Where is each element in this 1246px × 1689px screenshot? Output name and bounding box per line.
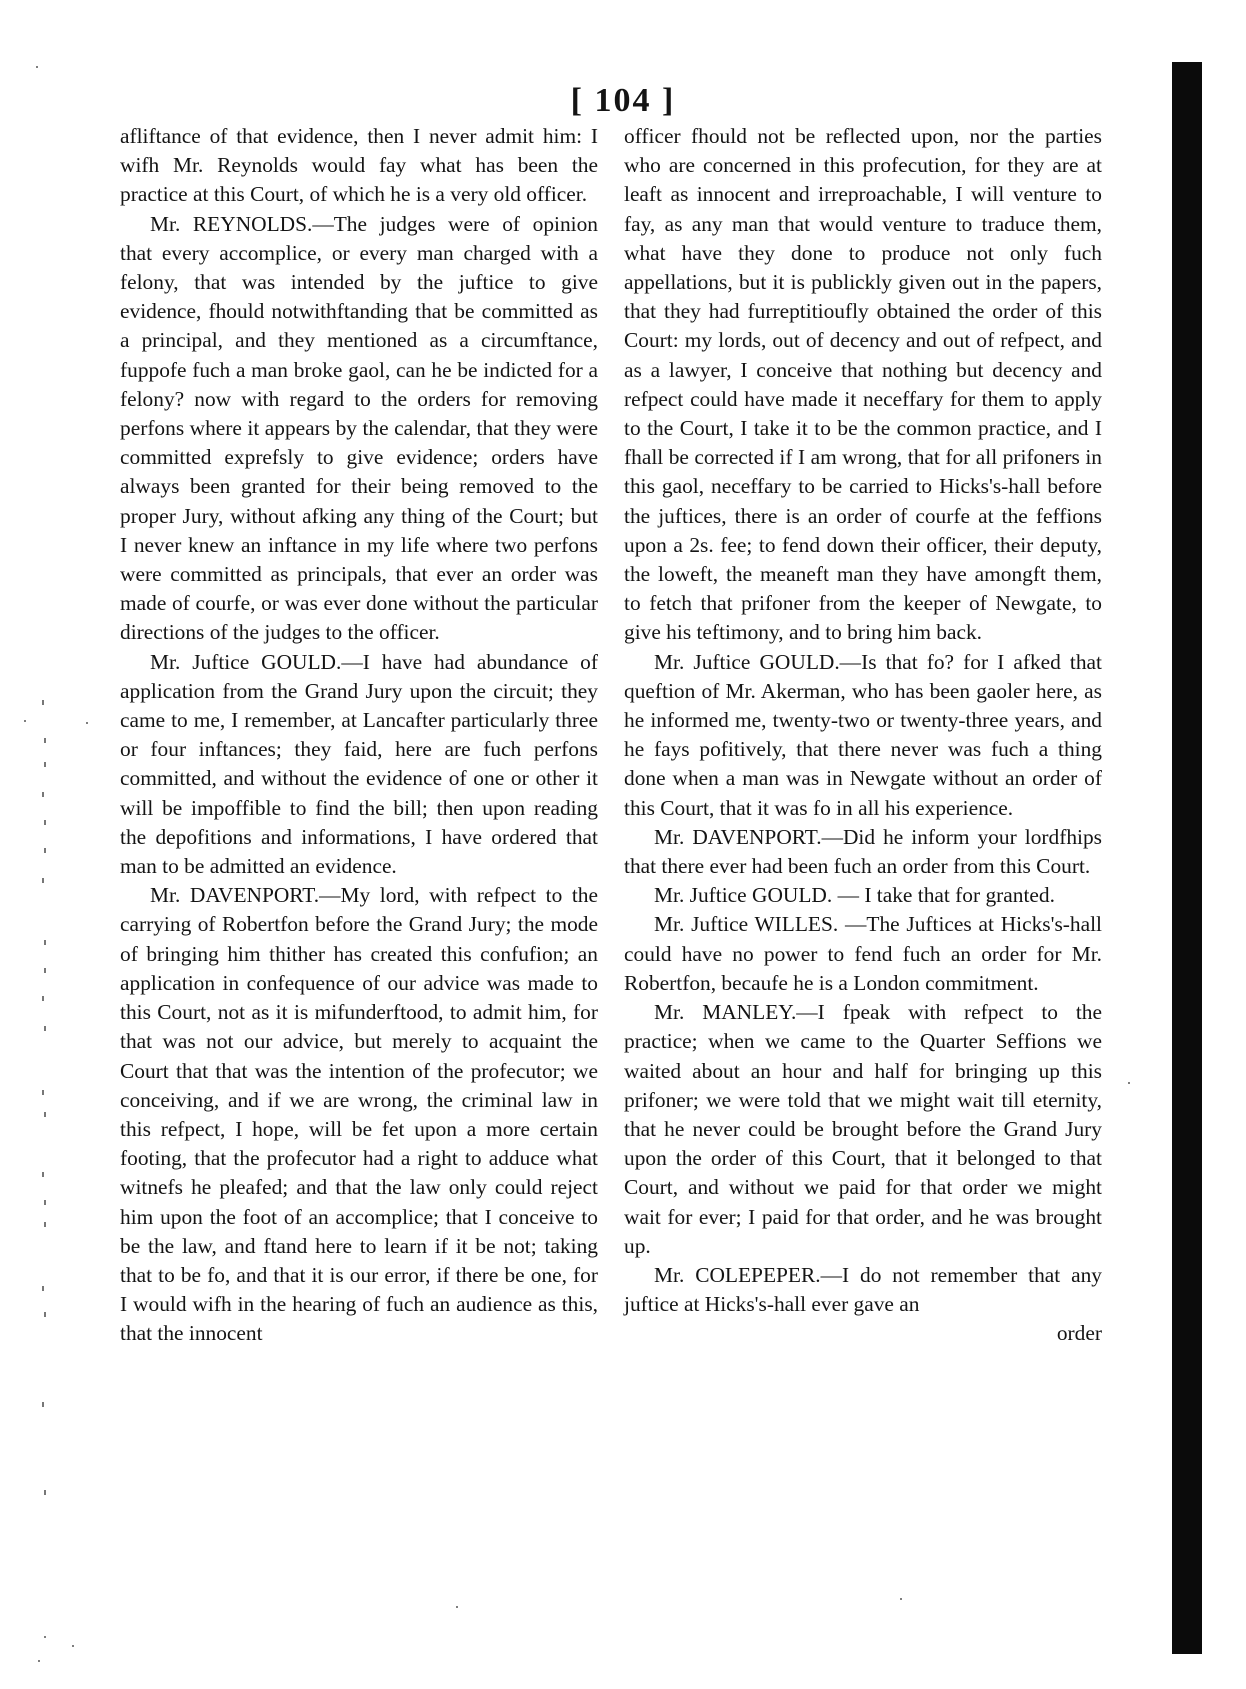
tick [44, 762, 46, 767]
tick [42, 700, 44, 705]
tick [44, 1490, 46, 1495]
binding-edge-bar [1172, 62, 1202, 1654]
paragraph: Mr. COLEPEPER.—I do not remember that any juftice at Hicks's-hall ever gave an [624, 1262, 1102, 1317]
speckle [86, 722, 88, 724]
tick [44, 848, 46, 853]
tick [44, 1112, 46, 1117]
tick [44, 820, 46, 825]
tick [44, 738, 46, 743]
speckle [36, 66, 38, 68]
speckle [38, 1660, 40, 1662]
paragraph: Mr. Juftice GOULD. — I take that for granted. [654, 883, 1055, 908]
paragraph: officer fhould not be reflected upon, nor the parties who are concerned in this profecution, for they are at leaft as innocent and irreproachable, I will venture to fay, as any man that would venture to traduce them, what have they done to produce not only fuch appellations, but it is publickly given out in the papers, that they had furreptitioufly obtained the order of this Court: my lords, out of decency and out of refpect, and as a lawyer, I conceive that nothing but decency and refpect could have made it neceffary for them to apply to the Court, I take it to be the common practice, and I fhall be corrected if I am wrong, that for all prifoners in this gaol, neceffary to be carried to Hicks's-hall before the juftices, there is an order of courfe at the feffions upon a 2s. fee; to fend down their officer, their deputy, the loweft, the meaneft man they have amongft them, to fetch that prifoner from the keeper of Newgate, to give his teftimony, and to bring him back. [624, 124, 1102, 645]
tick [42, 1172, 44, 1177]
catchword: order [1056, 1321, 1102, 1346]
speckle [72, 1645, 74, 1647]
tick [42, 1286, 44, 1291]
right-column [624, 122, 1102, 1349]
margin-ticks [40, 700, 50, 1600]
tick [42, 1402, 44, 1407]
tick [44, 1200, 46, 1205]
page-number: [ 104 ] [570, 82, 676, 119]
paragraph: Mr. Juftice WILLES. —The Juftices at Hicks's-hall could have no power to fend fuch an order for Mr. Robertfon, becaufe he is a London commitment. [624, 912, 1102, 995]
speckle [456, 1606, 458, 1608]
paragraph: afliftance of that evidence, then I never admit him: I wifh Mr. Reynolds would fay what has been the practice at this Court, of which he is a very old officer. [120, 124, 598, 207]
tick [42, 1090, 44, 1095]
paragraph: Mr. DAVENPORT.—Did he inform your lordfhips that there ever had been fuch an order from this Court. [624, 824, 1102, 879]
tick [44, 940, 46, 945]
speckle [1128, 1082, 1130, 1084]
tick [44, 1026, 46, 1031]
paragraph: Mr. Juftice GOULD.—Is that fo? for I afked that queftion of Mr. Akerman, who has been gaoler here, as he informed me, twenty-two or twenty-three years, and he fays pofitively, that there never was fuch a thing done when a man was in Newgate without an order of this Court, that it was fo in all his experience. [624, 649, 1102, 820]
paragraph: Mr. REYNOLDS.—The judges were of opinion that every accomplice, or every man charged with a felony, that was intended by the juftice to give evidence, fhould notwithftanding that be committed as a principal, and they mentioned as a circumftance, fuppofe fuch a man broke gaol, can he be indicted for a felony? now with regard to the orders for removing perfons where it appears by the calendar, that they were committed exprefsly to give evidence; orders have always been granted for their being removed to the proper Jury, without afking any thing of the Court; but I never knew an inftance in my life where two perfons were committed as principals, that ever an order was made of courfe, or was ever done without the particular directions of the judges to the officer. [120, 211, 598, 645]
paragraph: Mr. DAVENPORT.—My lord, with refpect to the carrying of Robertfon before the Grand Jury; the mode of bringing him thither has created this confufion; an application in confequence of our advice was made to this Court, not as it is mifunderftood, to admit him, for that was not our advice, but merely to acquaint the Court that that was the intention of the profecutor; we conceiving, and if we are wrong, the criminal law in this refpect, I hope, will be fet upon a more certain footing, that the profecutor had a right to adduce what witnefs he pleafed; and that the law only could reject him upon the foot of an accomplice; that I conceive to be the law, and ftand here to learn if it be not; taking that to be fo, and that it is our error, if there be one, for I would wifh in the hearing of fuch an audience as this, that the innocent [120, 883, 598, 1346]
tick [44, 1312, 46, 1317]
paragraph: Mr. Juftice GOULD.—I have had abundance of application from the Grand Jury upon the circuit; they came to me, I remember, at Lancafter particularly three or four inftances; they faid, here are fuch perfons committed, and without the evidence of one or other it will be impoffible to find the bill; then upon reading the depofitions and informations, I have ordered that man to be admitted an evidence. [120, 649, 598, 879]
speckle [24, 720, 26, 722]
tick [42, 792, 44, 797]
tick [44, 968, 46, 973]
tick [42, 996, 44, 1001]
speckle [900, 1598, 902, 1600]
tick [44, 1222, 46, 1227]
paragraph: Mr. MANLEY.—I fpeak with refpect to the practice; when we came to the Quarter Seffions we waited about an hour and half for bringing up this prifoner; we were told that we might wait till eternity, that he never could be brought before the Grand Jury upon the order of this Court, that it belonged to that Court, and without we paid for that order we might wait for ever; I paid for that order, and he was brought up. [624, 1000, 1102, 1258]
left-column [120, 122, 598, 1349]
speckle [44, 1636, 46, 1638]
tick [42, 878, 44, 883]
